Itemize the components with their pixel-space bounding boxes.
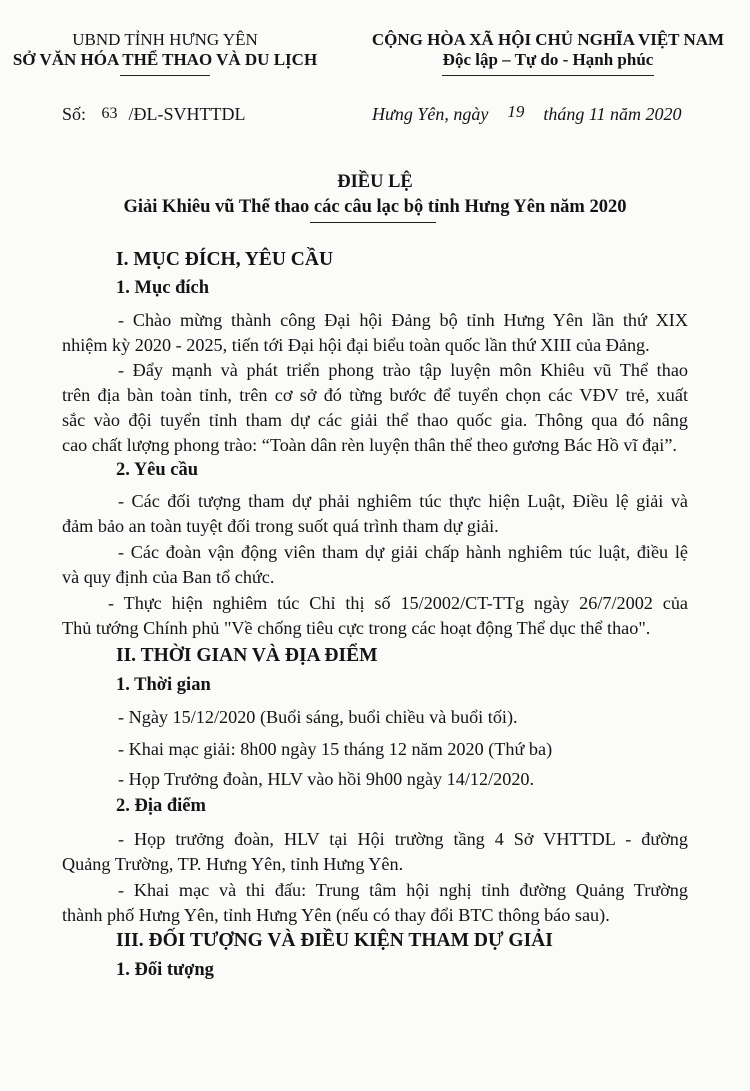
agency-line-1: UBND TỈNH HƯNG YÊN: [72, 30, 258, 49]
para-line: sắc vào đội tuyển tỉnh tham dự các giải thể thao quốc gia. Thông qua đó nâng: [62, 410, 688, 430]
nation-line-2: Độc lập – Tự do - Hạnh phúc: [442, 50, 654, 69]
national-motto: [358, 30, 738, 70]
para-line: cao chất lượng phong trào: “Toàn dân rèn luyện thân thể theo gương Bác Hồ vĩ đại”.: [62, 435, 677, 455]
paragraph-location-1: [62, 827, 688, 877]
paragraph-location-2: [62, 878, 688, 928]
para-line: nhiệm kỳ 2020 - 2025, tiến tới Đại hội đại biểu toàn quốc lần thứ XIII của Đảng.: [62, 335, 650, 355]
agency-underline: [120, 75, 210, 76]
section-3-heading: III. ĐỐI TƯỢNG VÀ ĐIỀU KIỆN THAM DỰ GIẢI: [116, 930, 553, 951]
para-line: - Họp trưởng đoàn, HLV tại Hội trường tầng 4 Sở VHTTDL - đường: [118, 829, 688, 849]
time-item-1: - Ngày 15/12/2020 (Buổi sáng, buổi chiều và buổi tối).: [118, 707, 518, 727]
agency-name: [0, 30, 330, 70]
paragraph-requirement-1: [62, 489, 688, 539]
para-line: đảm bảo an toàn tuyệt đối trong suốt quá trình tham dự giải.: [62, 516, 499, 536]
section-2-sub-1: 1. Thời gian: [116, 675, 211, 695]
document-date: [372, 104, 681, 125]
document-subtitle: Giải Khiêu vũ Thể thao các câu lạc bộ tỉnh Hưng Yên năm 2020: [123, 197, 627, 217]
para-line: thành phố Hưng Yên, tỉnh Hưng Yên (nếu có thay đổi BTC thông báo sau).: [62, 905, 610, 925]
para-line: - Các đoàn vận động viên tham dự giải chấp hành nghiêm túc luật, điều lệ: [118, 542, 688, 562]
doc-number-value: 63: [101, 105, 118, 122]
document-title: ĐIỀU LỆ: [337, 172, 413, 192]
time-item-2: - Khai mạc giải: 8h00 ngày 15 tháng 12 năm 2020 (Thứ ba): [118, 739, 553, 759]
paragraph-requirement-2: [62, 540, 688, 590]
motto-underline: [442, 75, 654, 76]
paragraph-requirement-3: [62, 591, 688, 641]
para-line: - Đẩy mạnh và phát triển phong trào tập luyện môn Khiêu vũ Thể thao: [118, 360, 688, 380]
section-2-heading: II. THỜI GIAN VÀ ĐỊA ĐIỂM: [116, 645, 378, 666]
para-line: Quảng Trường, TP. Hưng Yên, tỉnh Hưng Yên.: [62, 854, 404, 874]
doc-number-suffix: /ĐL-SVHTTDL: [128, 104, 246, 124]
section-1-sub-2: 2. Yêu cầu: [116, 460, 199, 480]
date-rest: tháng 11 năm 2020: [543, 104, 682, 124]
para-line: trên địa bàn toàn tỉnh, trên cơ sở đó từng bước để tuyển chọn các VĐV trẻ, xuất: [62, 385, 688, 405]
paragraph-purpose-2: [62, 358, 688, 458]
agency-line-2: SỞ VĂN HÓA THỂ THAO VÀ DU LỊCH: [12, 50, 318, 69]
nation-line-1: CỘNG HÒA XÃ HỘI CHỦ NGHĨA VIỆT NAM: [371, 30, 725, 49]
para-line: Thủ tướng Chính phủ "Về chống tiêu cực trong các hoạt động Thể dục thể thao".: [62, 618, 651, 638]
date-day: 19: [507, 102, 525, 121]
para-line: - Thực hiện nghiêm túc Chỉ thị số 15/2002/CT-TTg ngày 26/7/2002 của: [108, 593, 688, 613]
paragraph-purpose-1: [62, 308, 688, 358]
section-1-heading: I. MỤC ĐÍCH, YÊU CẦU: [116, 249, 334, 270]
para-line: - Khai mạc và thi đấu: Trung tâm hội nghị tỉnh đường Quảng Trường: [118, 880, 688, 900]
doc-number-label: Số:: [62, 104, 87, 124]
section-3-sub-1: 1. Đối tượng: [116, 960, 214, 980]
para-line: và quy định của Ban tổ chức.: [62, 567, 275, 587]
title-underline: [310, 222, 436, 223]
para-line: - Các đối tượng tham dự phải nghiêm túc thực hiện Luật, Điều lệ giải và: [118, 491, 688, 511]
para-line: - Chào mừng thành công Đại hội Đảng bộ tỉnh Hưng Yên lần thứ XIX: [118, 310, 688, 330]
document-number: [62, 104, 246, 125]
date-prefix: Hưng Yên, ngày: [372, 104, 489, 124]
section-2-sub-2: 2. Địa điểm: [116, 796, 206, 816]
section-1-sub-1: 1. Mục đích: [116, 278, 210, 298]
time-item-3: - Họp Trưởng đoàn, HLV vào hồi 9h00 ngày 14/12/2020.: [118, 769, 535, 789]
